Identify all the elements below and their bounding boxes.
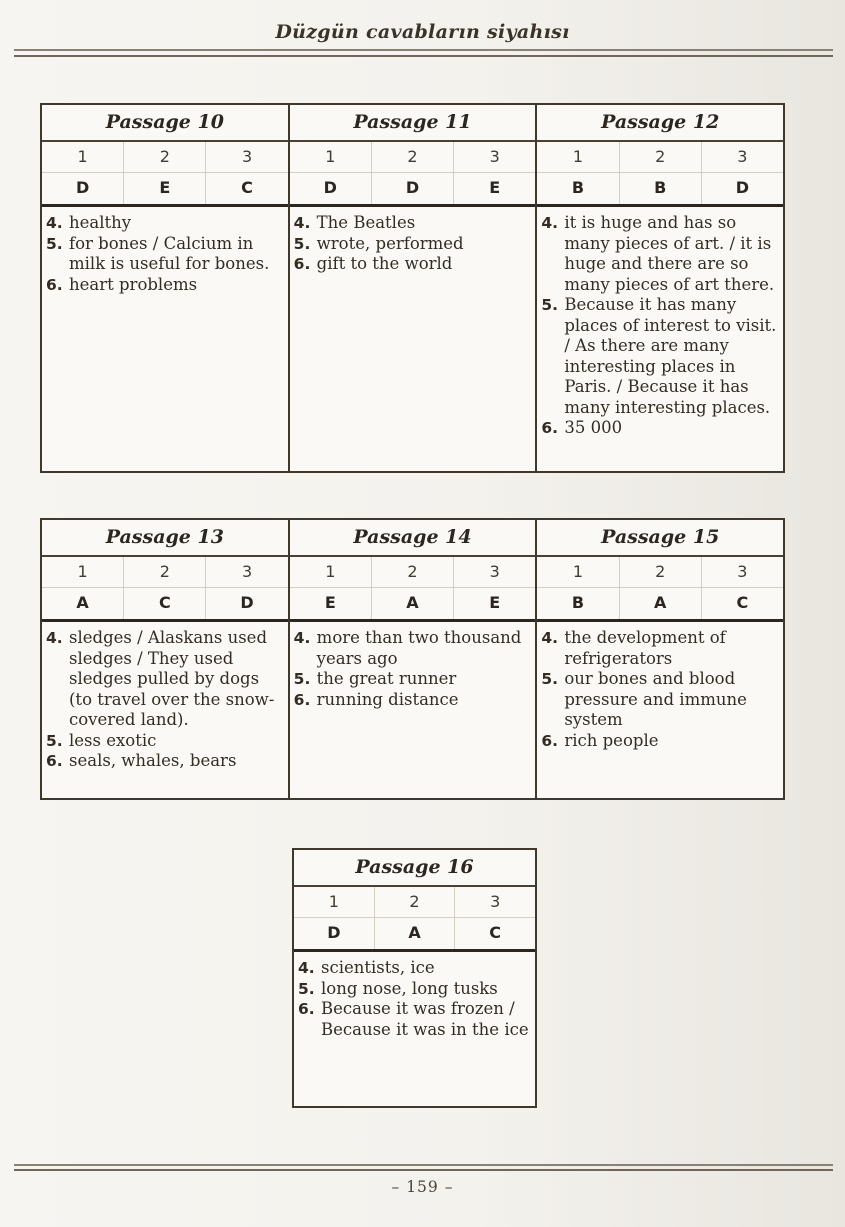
passage-card-11 [288,105,536,471]
passage-title: Passage 15 [537,520,783,557]
passage-card-12 [535,105,783,471]
answer-item [294,254,531,275]
passage-title: Passage 14 [290,520,536,557]
mc-answer-row [537,588,783,622]
answer-text: heart problems [69,274,198,294]
answer-text: scientists, ice [321,958,435,977]
open-answers [290,622,536,798]
open-answers [537,622,783,798]
answer-text: Because it was frozen / Because it was in the ice [321,999,529,1039]
answers-table-passages-13-15 [40,518,785,800]
passage-card-13 [42,520,288,798]
answer-number: 4. [293,214,311,232]
passage-card-16 [294,850,535,1106]
question-number: 1 [325,562,336,581]
question-number: 1 [328,892,339,911]
answer-number: 5. [46,234,63,253]
mc-answer: C [701,588,783,619]
question-number: 2 [371,142,453,172]
answer-number: 4. [541,629,559,647]
mc-answer-row [537,173,783,207]
answer-number: 5. [298,979,315,998]
answer-item [46,275,283,296]
answer-number: 6. [293,690,311,709]
open-answers [537,207,783,471]
open-answers [294,952,535,1106]
answer-item [541,295,778,418]
mc-answer-row [290,588,536,622]
footer-rule [14,1169,833,1171]
mc-answer: C [123,588,205,619]
passage-card-14 [288,520,536,798]
question-number-row [42,557,288,588]
answer-item [541,731,778,752]
passage-title: Passage 12 [537,105,783,142]
answer-item [541,628,778,669]
answer-text: Because it has many places of interest to visit. / As there are many interesting places in Paris. / Because it has many interesting places. [564,295,777,417]
mc-answer: D [75,178,90,197]
passage-card-15 [535,520,783,798]
header-rule [14,55,833,57]
answer-item [294,628,531,669]
answer-text: wrote, performed [316,233,464,253]
question-number-row [294,887,535,918]
answers-table-passages-10-12 [40,103,785,473]
answer-text: less exotic [69,730,157,750]
mc-answer: E [453,173,535,204]
page-number: – 159 – [391,1178,454,1196]
answer-item [298,958,530,979]
passage-title: Passage 11 [290,105,536,142]
passage-title: Passage 16 [294,850,535,887]
answer-number: 6. [541,731,559,750]
question-number: 2 [619,557,701,587]
answer-item [46,234,283,275]
question-number-row [290,557,536,588]
answer-text: for bones / Calcium in milk is useful for bones. [69,233,270,273]
question-number: 2 [374,887,455,917]
answer-number: 5. [293,670,311,688]
open-answers [290,207,536,471]
mc-answer: D [205,588,287,619]
mc-answer-row [42,588,288,622]
mc-answer: A [374,918,455,949]
answer-number: 4. [293,629,311,647]
question-number: 3 [454,887,535,917]
answer-number: 4. [541,214,559,232]
header-rule [14,49,833,51]
question-number: 3 [701,557,783,587]
answer-item [298,979,530,1000]
answer-text: the development of refrigerators [564,628,726,668]
footer-rule [14,1164,833,1166]
answer-text: it is huge and has so many pieces of art. / it is huge and there are so many pieces of art there. [564,213,775,294]
answer-number: 4. [46,214,63,232]
open-answers [42,622,288,798]
answer-item [541,669,778,731]
question-number: 3 [205,557,287,587]
answer-number: 6. [293,255,311,273]
passage-title: Passage 13 [42,520,288,557]
answer-text: 35 000 [564,418,623,437]
question-number: 1 [325,147,336,166]
mc-answer: C [454,918,535,949]
answer-number: 4. [46,629,63,647]
answer-text: sledges / Alaskans used sledges / They used sledges pulled by dogs (to travel over the snow-covered land). [69,628,275,729]
mc-answer-row [290,173,536,207]
mc-answer: A [76,593,89,612]
answer-text: The Beatles [316,213,416,232]
mc-answer: D [701,173,783,204]
open-answers [42,207,288,471]
answer-number: 6. [46,752,63,770]
mc-answer: A [619,588,701,619]
answer-item [46,628,283,731]
answer-item [46,731,283,752]
page-title: Düzgün cavabların siyahısı [275,21,570,43]
question-number: 1 [77,147,88,166]
question-number: 1 [77,562,88,581]
question-number: 3 [453,142,535,172]
question-number-row [290,142,536,173]
answer-number: 5. [46,731,63,750]
answer-text: more than two thousand years ago [316,628,522,668]
mc-answer-row [42,173,288,207]
answer-text: long nose, long tusks [321,978,498,998]
mc-answer: D [371,173,453,204]
question-number-row [537,142,783,173]
answer-text: running distance [316,689,459,709]
answer-number: 6. [46,275,63,294]
mc-answer-row [294,918,535,952]
answer-text: healthy [69,213,132,232]
question-number: 3 [205,142,287,172]
question-number: 1 [572,562,584,581]
answer-item [541,418,778,439]
answer-number: 5. [293,234,311,253]
mc-answer: E [123,173,205,204]
question-number-row [537,557,783,588]
question-number: 3 [453,557,535,587]
answer-number: 6. [298,1000,315,1018]
mc-answer: B [571,178,585,197]
answer-item [46,213,283,234]
answer-text: seals, whales, bears [69,751,237,770]
passage-card-10 [42,105,288,471]
answer-number: 5. [541,296,559,314]
question-number: 1 [572,147,584,166]
answer-number: 6. [541,419,559,437]
question-number: 2 [123,142,205,172]
answer-item [298,999,530,1040]
answer-item [294,213,531,234]
answers-table-passage-16 [292,848,537,1108]
mc-answer: A [371,588,453,619]
answer-text: our bones and blood pressure and immune system [564,669,747,729]
answer-text: rich people [564,730,659,750]
answer-item [294,669,531,690]
answer-text: the great runner [316,669,457,688]
question-number: 2 [619,142,701,172]
answer-item [46,751,283,772]
answer-item [541,213,778,295]
mc-answer: C [205,173,287,204]
mc-answer: E [324,593,336,612]
mc-answer: D [323,178,337,197]
answer-item [294,234,531,255]
answer-item [294,690,531,711]
mc-answer: B [619,173,701,204]
answer-number: 5. [541,670,559,688]
question-number: 2 [123,557,205,587]
mc-answer: B [571,593,585,612]
mc-answer: D [327,923,341,942]
answer-number: 4. [298,959,315,977]
question-number: 3 [701,142,783,172]
mc-answer: E [453,588,535,619]
question-number-row [42,142,288,173]
passage-title: Passage 10 [42,105,288,142]
question-number: 2 [371,557,453,587]
answer-text: gift to the world [316,254,453,273]
